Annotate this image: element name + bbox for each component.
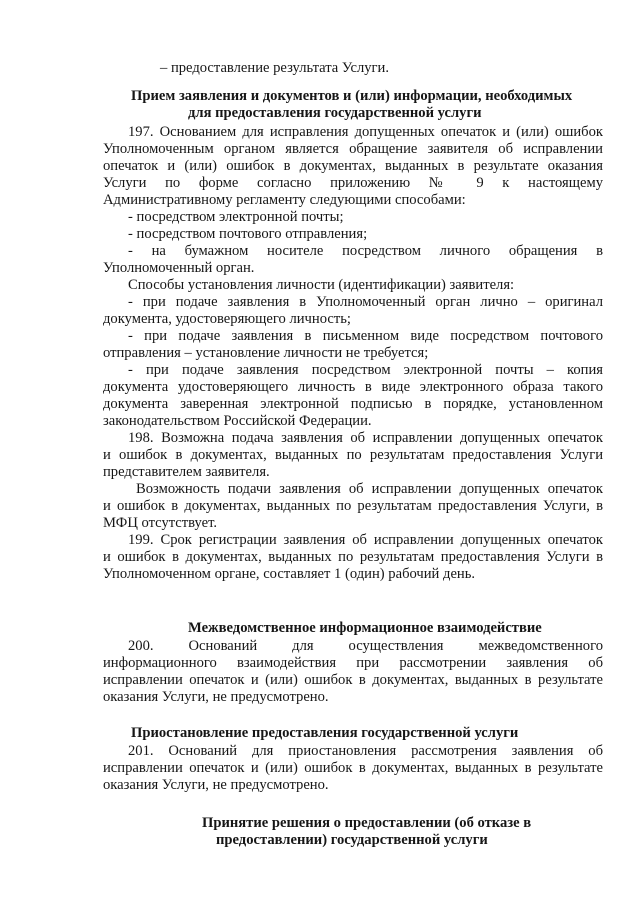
paragraph-line: оказания Услуги, не предусмотрено. bbox=[103, 777, 329, 793]
section-heading: Межведомственное информационное взаимодействие bbox=[188, 620, 542, 636]
paragraph-line: представителем заявителя. bbox=[103, 464, 270, 480]
paragraph-line: отправления – установление личности не требуется; bbox=[103, 345, 429, 361]
paragraph-line: Услуги по форме согласно приложению № 9 к настоящему bbox=[103, 175, 603, 191]
paragraph-line: Уполномоченный орган. bbox=[103, 260, 255, 276]
paragraph-line: информационного взаимодействия при рассмотрении заявления об bbox=[103, 655, 603, 671]
list-item: - на бумажном носителе посредством личного обращения в bbox=[128, 243, 603, 259]
paragraph-line: исправлении опечаток и (или) ошибок в документах, выданных в результате bbox=[103, 760, 603, 776]
paragraph-line: законодательством Российской Федерации. bbox=[103, 413, 372, 429]
paragraph-line: опечаток и (или) ошибок в документах, выданных в результате оказания bbox=[103, 158, 603, 174]
section-heading: предоставлении) государственной услуги bbox=[216, 832, 488, 848]
paragraph-line: 201. Оснований для приостановления рассмотрения заявления об bbox=[128, 743, 603, 759]
list-item: - посредством почтового отправления; bbox=[128, 226, 368, 242]
section-body bbox=[103, 638, 603, 706]
paragraph-line: 198. Возможна подача заявления об исправлении допущенных опечаток bbox=[128, 430, 603, 446]
paragraph-line: 197. Основанием для исправления допущенных опечаток и (или) ошибок bbox=[128, 124, 603, 140]
paragraph-line: документа удостоверяющего личность в виде электронного образа такого bbox=[103, 379, 603, 395]
paragraph-line: и ошибок в документах, выданных по результатам предоставления Услуги в bbox=[103, 549, 603, 565]
paragraph-line: Способы установления личности (идентификации) заявителя: bbox=[128, 277, 515, 293]
paragraph-line: исправлении опечаток и (или) ошибок в документах, выданных в результате bbox=[103, 672, 603, 688]
section-heading: Приостановление предоставления государственной услуги bbox=[131, 725, 519, 741]
paragraph-line: Уполномоченным органом является обращение заявителя об исправлении bbox=[103, 141, 603, 157]
list-item: - при подаче заявления в Уполномоченный орган лично – оригинал bbox=[128, 294, 603, 310]
paragraph-line: документа, удостоверяющего личность; bbox=[103, 311, 351, 327]
paragraph-line: Уполномоченном органе, составляет 1 (один) рабочий день. bbox=[103, 566, 476, 582]
section-body bbox=[103, 743, 603, 794]
section-heading: для предоставления государственной услуги bbox=[188, 105, 482, 121]
paragraph-line: 200. Оснований для осуществления межведомственного bbox=[128, 638, 603, 654]
list-item: - посредством электронной почты; bbox=[128, 209, 344, 225]
section-heading: Прием заявления и документов и (или) информации, необходимых bbox=[131, 88, 573, 104]
paragraph-line: Административному регламенту следующими способами: bbox=[103, 192, 466, 208]
list-item: - при подаче заявления посредством электронной почты – копия bbox=[128, 362, 603, 378]
paragraph-line: МФЦ отсутствует. bbox=[103, 515, 218, 531]
paragraph-line: оказания Услуги, не предусмотрено. bbox=[103, 689, 329, 705]
paragraph-line: Возможность подачи заявления об исправлении допущенных опечаток bbox=[136, 481, 603, 497]
paragraph-line: и ошибок в документах, выданных по результатам предоставления Услуги, в bbox=[103, 498, 603, 514]
paragraph-line: и ошибок в документах, выданных по результатам предоставления Услуги bbox=[103, 447, 603, 463]
paragraph-line: документа заверенная электронной подписью в порядке, установленном bbox=[103, 396, 603, 412]
section-body bbox=[103, 124, 603, 583]
list-item: – предоставление результата Услуги. bbox=[160, 60, 390, 76]
paragraph-line: 199. Срок регистрации заявления об исправлении допущенных опечаток bbox=[128, 532, 603, 548]
list-item: - при подаче заявления в письменном виде посредством почтового bbox=[128, 328, 603, 344]
section-heading: Принятие решения о предоставлении (об отказе в bbox=[202, 815, 532, 831]
